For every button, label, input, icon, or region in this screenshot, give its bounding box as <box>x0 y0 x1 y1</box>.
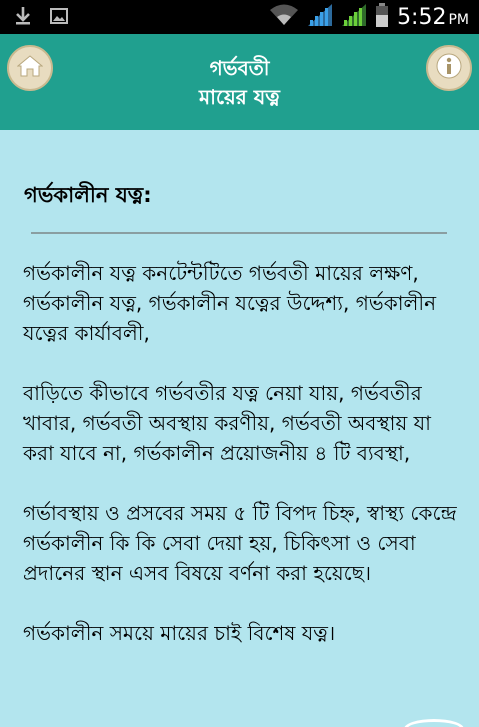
status-bar <box>0 0 479 34</box>
signal-icon <box>341 3 367 31</box>
section-heading: গর্ভকালীন যত্ন: <box>24 183 152 207</box>
app-title-line2: মায়ের যত্ন <box>199 85 280 109</box>
download-icon <box>14 6 32 30</box>
clock-ampm: PM <box>448 11 469 28</box>
info-button[interactable] <box>426 45 472 91</box>
info-icon <box>435 52 463 84</box>
paragraph: বাড়িতে কীভাবে গর্ভবতীর যত্ন নেয়া যায়, গর্ভবতীর খাবার, গর্ভবতী অবস্থায় করণীয়, গর্ভবতী অবস্থায় যা করা যাবে না, গর্ভকালীন প্রয়োজনীয় ৪ টি ব্যবস্থা, <box>23 381 431 465</box>
signal-icon <box>307 3 333 31</box>
paragraph: গর্ভকালীন যত্ন কনটেন্টটিতে গর্ভবতী মায়ের লক্ষণ, গর্ভকালীন যত্ন, গর্ভকালীন যত্নের উদ্দেশ্য, গর্ভকালীন যত্নের কার্যাবলী, <box>23 261 437 345</box>
battery-icon <box>375 2 389 32</box>
notification-icons <box>14 6 68 30</box>
article-content[interactable] <box>0 130 479 727</box>
paragraph: গর্ভাবস্থায় ও প্রসবের সময় ৫ টি বিপদ চিহ্ন, স্বাস্থ্য কেন্দ্রে গর্ভকালীন কি কি সেবা দেয়া হয়, চিকিৎসা ও সেবা প্রদানের স্থান এসব বিষয়ে বর্ণনা করা হয়েছে। <box>23 501 457 585</box>
image-icon <box>50 7 68 29</box>
paragraph: গর্ভকালীন সময়ে মায়ের চাই বিশেষ যত্ন। <box>23 621 336 645</box>
app-title-line1: গর্ভবতী <box>209 56 270 80</box>
divider <box>31 232 447 234</box>
app-title <box>0 54 479 112</box>
clock-time: 5:52 <box>397 4 447 30</box>
app-bar <box>0 34 479 130</box>
wifi-icon <box>269 3 299 31</box>
system-icons <box>269 2 469 32</box>
article-body <box>23 258 463 678</box>
